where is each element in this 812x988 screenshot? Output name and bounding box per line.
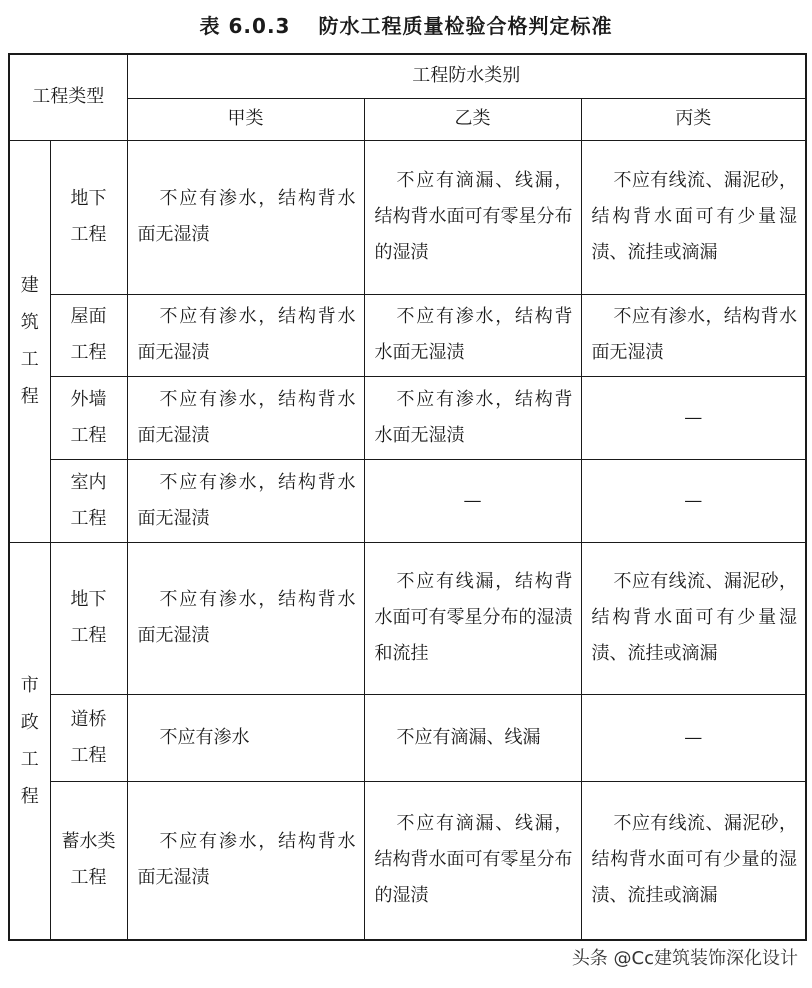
quality-standard-table	[8, 53, 807, 941]
cell-class-a: 不应有渗水，结构背水面无湿渍	[127, 294, 364, 376]
row-type-label: 地下 工程	[50, 140, 127, 294]
row-type-label: 室内 工程	[50, 459, 127, 542]
cell-class-c: —	[581, 459, 806, 542]
group-label-building: 建 筑 工 程	[9, 140, 50, 542]
cell-class-b: 不应有渗水，结构背水面无湿渍	[364, 294, 581, 376]
table-row	[9, 459, 806, 542]
cell-class-c: 不应有线流、漏泥砂，结构背水面可有少量湿渍、流挂或滴漏	[581, 542, 806, 694]
table-caption: 防水工程质量检验合格判定标准	[318, 14, 613, 38]
cell-class-a: 不应有渗水，结构背水面无湿渍	[127, 459, 364, 542]
cell-class-c: —	[581, 376, 806, 459]
cell-class-c: 不应有渗水，结构背水面无湿渍	[581, 294, 806, 376]
table-title	[0, 10, 812, 39]
table-row	[9, 542, 806, 694]
table-row	[9, 140, 806, 294]
row-type-label: 屋面 工程	[50, 294, 127, 376]
row-type-label: 外墙 工程	[50, 376, 127, 459]
row-type-label: 道桥 工程	[50, 694, 127, 781]
cell-class-a: 不应有渗水，结构背水面无湿渍	[127, 140, 364, 294]
cell-class-b: 不应有滴漏、线漏	[364, 694, 581, 781]
header-class-b: 乙类	[364, 98, 581, 140]
header-category: 工程防水类别	[127, 54, 806, 98]
cell-class-b: —	[364, 459, 581, 542]
watermark-credit: 头条 @Cc建筑装饰深化设计	[571, 948, 798, 969]
cell-class-c: 不应有线流、漏泥砂，结构背水面可有少量的湿渍、流挂或滴漏	[581, 781, 806, 940]
cell-class-a: 不应有渗水，结构背水面无湿渍	[127, 376, 364, 459]
table-row	[9, 694, 806, 781]
cell-class-a: 不应有渗水，结构背水面无湿渍	[127, 542, 364, 694]
header-class-c: 丙类	[581, 98, 806, 140]
cell-class-b: 不应有滴漏、线漏，结构背水面可有零星分布的湿渍	[364, 140, 581, 294]
table-row	[9, 376, 806, 459]
cell-class-b: 不应有渗水，结构背水面无湿渍	[364, 376, 581, 459]
group-label-municipal: 市 政 工 程	[9, 542, 50, 940]
cell-class-c: —	[581, 694, 806, 781]
cell-class-b: 不应有线漏，结构背水面可有零星分布的湿渍和流挂	[364, 542, 581, 694]
row-type-label: 蓄水类 工程	[50, 781, 127, 940]
cell-class-a: 不应有渗水，结构背水面无湿渍	[127, 781, 364, 940]
row-type-label: 地下 工程	[50, 542, 127, 694]
header-class-a: 甲类	[127, 98, 364, 140]
cell-class-a: 不应有渗水	[127, 694, 364, 781]
cell-class-c: 不应有线流、漏泥砂，结构背水面可有少量湿渍、流挂或滴漏	[581, 140, 806, 294]
table-row	[9, 781, 806, 940]
header-type: 工程类型	[9, 54, 127, 140]
cell-class-b: 不应有滴漏、线漏，结构背水面可有零星分布的湿渍	[364, 781, 581, 940]
table-number: 表 6.0.3	[199, 14, 291, 38]
table-row	[9, 294, 806, 376]
